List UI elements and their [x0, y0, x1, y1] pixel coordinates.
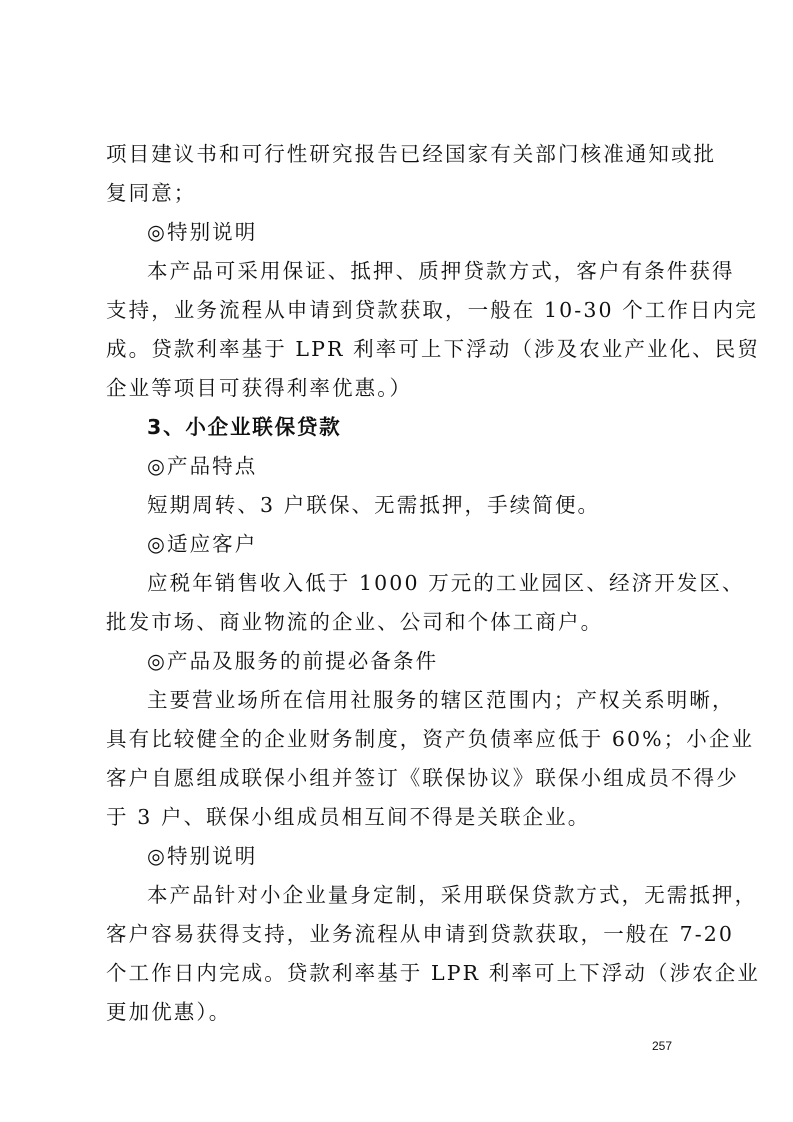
paragraph-line: 主要营业场所在信用社服务的辖区范围内；产权关系明晰， [147, 688, 735, 712]
paragraph-line: 应税年销售收入低于 1000 万元的工业园区、经济开发区、 [147, 571, 745, 595]
section-label: ◎产品特点 [147, 454, 258, 478]
paragraph-line: 本产品针对小企业量身定制，采用联保贷款方式，无需抵押， [147, 883, 758, 907]
paragraph-line: 具有比较健全的企业财务制度，资产负债率应低于 60%；小企业 [106, 727, 755, 751]
paragraph-line: 短期周转、3 户联保、无需抵押，手续简便。 [147, 493, 601, 517]
paragraph-line: 于 3 户、联保小组成员相互间不得是关联企业。 [106, 805, 591, 829]
paragraph-line: 企业等项目可获得利率优惠。） [106, 376, 413, 400]
section-label: ◎特别说明 [147, 220, 258, 244]
paragraph-line: 客户容易获得支持，业务流程从申请到贷款获取，一般在 7-20 [106, 922, 735, 946]
paragraph-line: 更加优惠）。 [106, 1000, 232, 1024]
section-heading: 3、小企业联保贷款 [147, 415, 342, 439]
page-number: 257 [652, 1039, 673, 1053]
paragraph-line: 批发市场、商业物流的企业、公司和个体工商户。 [106, 610, 604, 634]
section-label: ◎产品及服务的前提必备条件 [147, 649, 439, 673]
paragraph-line: 客户自愿组成联保小组并签订《联保协议》联保小组成员不得少 [106, 766, 739, 790]
section-label: ◎适应客户 [147, 532, 258, 556]
paragraph-line: 项目建议书和可行性研究报告已经国家有关部门核准通知或批 [106, 142, 717, 166]
section-label: ◎特别说明 [147, 844, 258, 868]
paragraph-line: 支持，业务流程从申请到贷款获取，一般在 10-30 个工作日内完 [106, 298, 758, 322]
paragraph-line: 成。贷款利率基于 LPR 利率可上下浮动（涉及农业产业化、民贸 [106, 337, 760, 361]
paragraph-line: 个工作日内完成。贷款利率基于 LPR 利率可上下浮动（涉农企业 [106, 961, 760, 985]
paragraph-line: 复同意； [106, 181, 197, 205]
paragraph-line: 本产品可采用保证、抵押、质押贷款方式，客户有条件获得 [147, 259, 735, 283]
